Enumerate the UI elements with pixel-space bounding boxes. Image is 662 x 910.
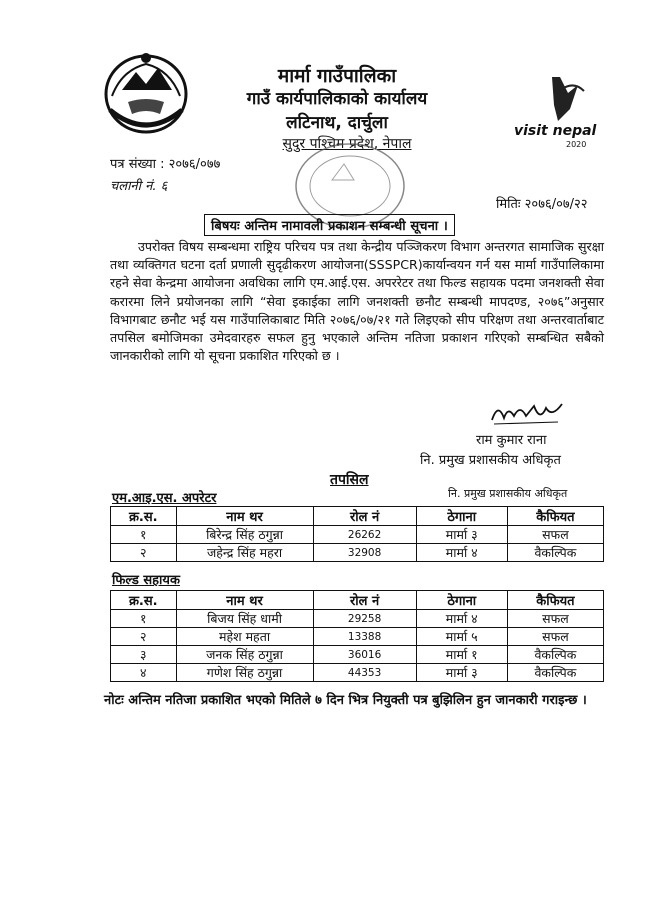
col-header-address: ठेगाना bbox=[416, 507, 507, 526]
cell-address: मार्मा ३ bbox=[416, 664, 507, 682]
table-row bbox=[111, 610, 604, 628]
subject-box: बिषयः अन्तिम नामावली प्रकाशन सम्बन्धी सूचना । bbox=[204, 214, 455, 236]
signer-title: नि. प्रमुख प्रशासकीय अधिकृत bbox=[420, 453, 561, 468]
cell-address: मार्मा १ bbox=[416, 646, 507, 664]
notice-body bbox=[110, 238, 604, 365]
col-header-roll: रोल नं bbox=[313, 507, 416, 526]
cell-roll: 36016 bbox=[313, 646, 416, 664]
cell-roll: 32908 bbox=[313, 544, 416, 562]
office-subtitle: गाउँ कार्यपालिकाको कार्यालय bbox=[246, 89, 428, 109]
signature-mark bbox=[488, 398, 566, 428]
section-title-mis-operator: एम.आइ.एस. अपरेटर bbox=[112, 491, 217, 506]
office-name: मार्मा गाउँपालिका bbox=[277, 65, 397, 87]
visit-logo-year: 2020 bbox=[566, 140, 587, 149]
cell-sn: ३ bbox=[111, 646, 177, 664]
cell-remark: वैकल्पिक bbox=[507, 646, 603, 664]
visit-logo-text: visit nepal bbox=[514, 123, 597, 139]
cell-address: मार्मा ४ bbox=[416, 544, 507, 562]
reference-number: पत्र संख्या : २०७६/०७७ bbox=[110, 157, 221, 172]
cell-address: मार्मा ३ bbox=[416, 526, 507, 544]
cell-remark: सफल bbox=[507, 628, 603, 646]
col-header-address: ठेगाना bbox=[416, 591, 507, 610]
tapsil-heading: तपसिल bbox=[330, 472, 369, 488]
cell-remark: वैकल्पिक bbox=[507, 664, 603, 682]
table-row bbox=[111, 526, 604, 544]
dispatch-number: चलानी नं. ६ bbox=[110, 179, 168, 194]
letter-date: मितिः २०७६/०७/२२ bbox=[496, 197, 588, 212]
cell-address: मार्मा ५ bbox=[416, 628, 507, 646]
cell-remark: वैकल्पिक bbox=[507, 544, 603, 562]
col-header-remark: कैफियत bbox=[507, 591, 603, 610]
col-header-name: नाम थर bbox=[176, 591, 313, 610]
cell-roll: 44353 bbox=[313, 664, 416, 682]
table-header-row bbox=[111, 591, 604, 610]
notice-paragraph: उपरोक्त विषय सम्बन्धमा राष्ट्रिय परिचय पत्र तथा केन्द्रीय पञ्जिकरण विभाग अन्तरगत सामाजिक सुरक्षा तथा व्यक्तिगत घटना दर्ता प्रणाली सुदृढीकरण आयोजना(SSSPCR)कार्यान्वयन गर्न यस मार्मा गाउँपालिकामा रहने सेवा केन्द्रमा आयोजना अवधिका लागि एम.आई.एस. अपररेटर तथा फिल्ड सहायक पदमा जनशक्ती सेवा करारमा लिने प्रयोजनका लागि “सेवा इकाईका लागि जनशक्ती छनौट सम्बन्धी मापदण्ड, २०७६”अनुसार विभागबाट छनौट भई यस गाउँपालिकाबाट मिति २०७६/०७/२१ गते लिइएको सीप परिक्षण तथा अन्तरवार्ताबाट तपसिल बमोजिमका उमेदवारहरु सफल हुनु भएकाले अन्तिम नतिजा प्रकाशन गरिएको सम्बन्धित सबैको जानकारीको लागि यो सूचना प्रकाशित गरिएको छ । bbox=[110, 239, 604, 364]
cell-name: महेश महता bbox=[176, 628, 313, 646]
cell-sn: २ bbox=[111, 628, 177, 646]
cell-name: गणेश सिंह ठगुन्ना bbox=[176, 664, 313, 682]
cell-roll: 13388 bbox=[313, 628, 416, 646]
cell-sn: २ bbox=[111, 544, 177, 562]
section-title-field-assistant: फिल्ड सहायक bbox=[112, 573, 180, 588]
signer-seal: नि. प्रमुख प्रशासकीय अधिकृत bbox=[448, 487, 568, 500]
signer-name: राम कुमार राना bbox=[476, 433, 547, 448]
cell-remark: सफल bbox=[507, 610, 603, 628]
cell-name: बिजय सिंह धामी bbox=[176, 610, 313, 628]
cell-sn: ४ bbox=[111, 664, 177, 682]
cell-sn: १ bbox=[111, 610, 177, 628]
table-row bbox=[111, 544, 604, 562]
cell-name: जहेन्द्र सिंह महरा bbox=[176, 544, 313, 562]
office-location: लटिनाथ, दार्चुला bbox=[286, 113, 388, 133]
office-province: सुदुर पश्चिम प्रदेश, नेपाल bbox=[282, 136, 412, 152]
col-header-roll: रोल नं bbox=[313, 591, 416, 610]
col-header-sn: क्र.स. bbox=[111, 591, 177, 610]
table-row bbox=[111, 646, 604, 664]
table-row bbox=[111, 664, 604, 682]
table-header-row bbox=[111, 507, 604, 526]
col-header-remark: कैफियत bbox=[507, 507, 603, 526]
col-header-name: नाम थर bbox=[176, 507, 313, 526]
notice-note: नोटः अन्तिम नतिजा प्रकाशित भएको मितिले ७ दिन भित्र नियुक्ती पत्र बुझिलिन हुन जानकारी गराइन्छ । bbox=[104, 693, 587, 708]
results-table-mis-operator bbox=[110, 506, 604, 562]
cell-address: मार्मा ४ bbox=[416, 610, 507, 628]
cell-name: बिरेन्द्र सिंह ठगुन्ना bbox=[176, 526, 313, 544]
col-header-sn: क्र.स. bbox=[111, 507, 177, 526]
cell-sn: १ bbox=[111, 526, 177, 544]
cell-roll: 29258 bbox=[313, 610, 416, 628]
cell-name: जनक सिंह ठगुन्ना bbox=[176, 646, 313, 664]
cell-roll: 26262 bbox=[313, 526, 416, 544]
table-row bbox=[111, 628, 604, 646]
cell-remark: सफल bbox=[507, 526, 603, 544]
results-table-field-assistant bbox=[110, 590, 604, 682]
